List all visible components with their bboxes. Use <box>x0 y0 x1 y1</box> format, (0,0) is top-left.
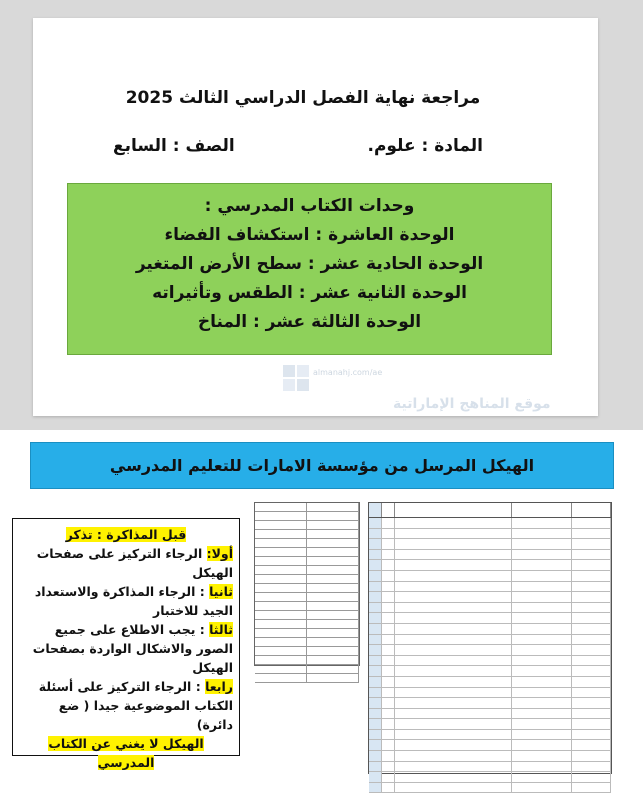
table-row <box>369 582 611 593</box>
table-row <box>369 539 611 550</box>
table-row <box>369 613 611 624</box>
study-notes-box <box>12 518 240 770</box>
exam-info-row <box>255 512 359 521</box>
watermark <box>263 363 551 433</box>
exam-info-row <box>255 584 359 593</box>
exam-info-row <box>255 674 359 683</box>
table-row <box>369 719 611 730</box>
table-row <box>369 550 611 561</box>
exam-info-row <box>255 665 359 674</box>
exam-info-row <box>255 629 359 638</box>
exam-info-row <box>255 620 359 629</box>
table-row <box>369 603 611 614</box>
structure-table <box>368 502 612 774</box>
exam-info-row <box>255 530 359 539</box>
note-item: ثالثا : يجب الاطلاع على جميع الصور والاشكال الواردة بصفحات الهيكل <box>32 622 233 675</box>
table-row <box>369 529 611 540</box>
second-page <box>0 430 643 800</box>
exam-info-row <box>255 575 359 584</box>
exam-info-row <box>255 521 359 530</box>
table-row <box>369 677 611 688</box>
note-item: رابعا : الرجاء التركيز على أسئلة الكتاب الموضوعية جيدا ( ضع دائرة) <box>38 679 233 732</box>
table-row <box>369 656 611 667</box>
subject-grade-line <box>113 136 483 156</box>
unit-item: الوحدة العاشرة : استكشاف الفضاء <box>164 225 455 245</box>
exam-info-table <box>254 502 360 666</box>
unit-item: الوحدة الحادية عشر : سطح الأرض المتغير <box>135 254 484 274</box>
watermark-url: almanahj.com/ae <box>313 368 383 377</box>
exam-info-row <box>255 602 359 611</box>
notes-heading: قبل المذاكرة : تذكر <box>65 527 187 542</box>
note-item: أولا: الرجاء التركيز على صفحات الهيكل <box>36 546 233 580</box>
subject-label: المادة : علوم. <box>367 136 483 156</box>
table-row <box>369 783 611 794</box>
structure-table-header <box>369 503 611 518</box>
table-row <box>369 772 611 783</box>
table-row <box>369 762 611 773</box>
table-row <box>369 518 611 529</box>
table-row <box>369 698 611 709</box>
exam-info-row <box>255 656 359 665</box>
watermark-logo-icon <box>263 363 551 433</box>
table-row <box>369 740 611 751</box>
exam-info-row <box>255 566 359 575</box>
grade-label: الصف : السابع <box>113 136 235 156</box>
exam-info-row <box>255 593 359 602</box>
table-row <box>369 688 611 699</box>
exam-info-row <box>255 557 359 566</box>
note-item: ثانيا : الرجاء المذاكرة والاستعداد الجيد للاختبار <box>34 584 233 618</box>
table-row <box>369 709 611 720</box>
exam-info-row <box>255 611 359 620</box>
exam-info-row <box>255 548 359 557</box>
table-row <box>369 730 611 741</box>
table-row <box>369 592 611 603</box>
units-box <box>67 183 552 355</box>
page-title: مراجعة نهاية الفصل الدراسي الثالث 2025 <box>125 88 481 108</box>
table-row <box>369 751 611 762</box>
watermark-text: موقع المناهج الإماراتية <box>393 396 551 412</box>
structure-banner: الهيكل المرسل من مؤسسة الامارات للتعليم المدرسي <box>30 442 614 489</box>
table-row <box>369 571 611 582</box>
table-row <box>369 645 611 656</box>
exam-info-row <box>255 539 359 548</box>
table-row <box>369 624 611 635</box>
unit-item: الوحدة الثانية عشر : الطقس وتأثيراته <box>152 283 467 303</box>
units-heading: وحدات الكتاب المدرسي : <box>204 196 415 216</box>
table-row <box>369 635 611 646</box>
notes-footer: الهيكل لا يغني عن الكتاب المدرسي <box>48 736 204 770</box>
table-row <box>369 560 611 571</box>
exam-info-row <box>255 638 359 647</box>
exam-info-row <box>255 647 359 656</box>
table-row <box>369 666 611 677</box>
first-page <box>33 18 598 416</box>
exam-info-row <box>255 503 359 512</box>
unit-item: الوحدة الثالثة عشر : المناخ <box>197 312 422 332</box>
